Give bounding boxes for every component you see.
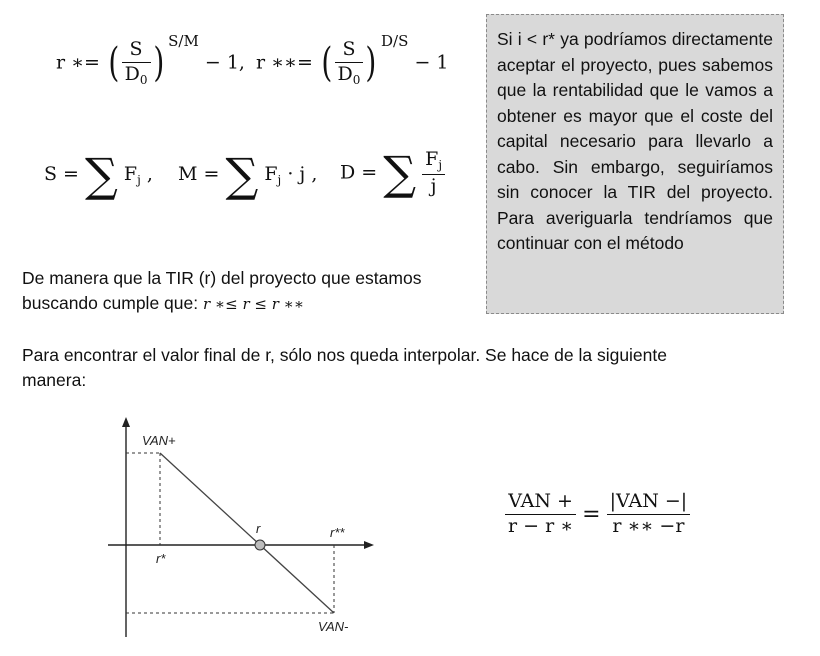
formula-m-lhs: M = bbox=[178, 163, 220, 185]
sigma-symbol: ∑ bbox=[225, 148, 259, 202]
formula-s bbox=[44, 148, 153, 202]
label-van-plus: VAN+ bbox=[142, 433, 176, 448]
formula-r-star bbox=[56, 32, 245, 87]
fraction-numerator: S bbox=[122, 40, 151, 63]
formula-r-star-star-tail: − 1 bbox=[414, 51, 449, 74]
sigma-symbol: ∑ bbox=[383, 146, 417, 201]
interpolation-formula bbox=[505, 492, 690, 537]
interpolation-graph bbox=[100, 415, 390, 645]
exponent-s-over-m: S/M bbox=[168, 32, 199, 51]
inequality-math: r ∗≤ r ≤ r ∗∗ bbox=[202, 295, 305, 313]
left-paren: ( bbox=[108, 40, 120, 87]
y-axis-arrow-icon bbox=[122, 417, 130, 427]
fraction-fj-over-j: $\frac{F_j}{j}$ bbox=[422, 150, 445, 197]
formula-r-star-tail: − 1, bbox=[204, 51, 245, 74]
fraction-van-minus-denominator: r ∗∗ −r bbox=[612, 514, 685, 537]
formula-r-star-lhs: r ∗= bbox=[56, 51, 100, 74]
paragraph-tir-line2: buscando cumple que: r ∗≤ r ≤ r ∗∗ bbox=[22, 293, 305, 313]
fraction-denominator: $D_0$ bbox=[337, 62, 361, 87]
fraction-van-plus-denominator: r − r ∗ bbox=[508, 514, 574, 537]
formula-r-star-star bbox=[256, 32, 449, 87]
formula-m bbox=[178, 148, 318, 202]
left-paren: ( bbox=[321, 40, 333, 87]
formula-m-term: $F_j$ bbox=[264, 163, 282, 187]
label-van-minus: VAN- bbox=[318, 619, 349, 634]
formula-s-lhs: S = bbox=[44, 163, 79, 185]
paragraph-interpolation bbox=[22, 343, 782, 393]
formula-s-term: $F_j$ bbox=[123, 163, 141, 187]
formula-d-lhs: D = bbox=[340, 161, 378, 184]
fraction-van-plus bbox=[505, 492, 576, 537]
fraction-van-plus-numerator: VAN + bbox=[505, 492, 576, 515]
formula-m-tail: · j , bbox=[287, 163, 318, 185]
info-box bbox=[486, 14, 784, 314]
fraction-s-over-d0 bbox=[122, 40, 151, 87]
fraction-denominator: $D_0$ bbox=[124, 62, 148, 87]
fraction-van-minus-numerator: |VAN −| bbox=[607, 492, 691, 515]
van-line bbox=[160, 453, 334, 613]
exponent-d-over-s: D/S bbox=[381, 32, 409, 51]
root-point bbox=[255, 540, 265, 550]
label-r-star: r* bbox=[156, 551, 166, 566]
sigma-symbol: ∑ bbox=[85, 148, 118, 202]
paragraph-interpolation-line1: Para encontrar el valor final de r, sólo nos queda interpolar. Se hace de la siguiente bbox=[22, 345, 667, 365]
right-paren: ) bbox=[152, 40, 164, 87]
paragraph-tir-line1: De manera que la TIR (r) del proyecto que estamos bbox=[22, 268, 422, 288]
fraction-van-minus bbox=[607, 492, 691, 537]
info-box-text: Si i < r* ya podríamos directamente aceptar el proyecto, pues sabemos que la rentabilidad que le vamos a obtener es mayor que el coste del capital necesario para llevarlo a cabo. Sin embargo, seguiríamos sin conocer la TIR del proyecto. Para averiguarla tendríamos que continuar con el método bbox=[497, 29, 773, 253]
paragraph-tir-condition bbox=[22, 266, 472, 317]
fraction-numerator: S bbox=[335, 40, 364, 63]
formula-d bbox=[340, 146, 445, 201]
fraction-s-over-d0 bbox=[335, 40, 364, 87]
paragraph-interpolation-line2: manera: bbox=[22, 370, 87, 390]
formula-r-star-star-lhs: r ∗∗= bbox=[256, 51, 313, 74]
label-r-star-star: r** bbox=[330, 525, 345, 540]
x-axis-arrow-icon bbox=[364, 541, 374, 549]
label-r: r bbox=[256, 521, 261, 536]
equals-sign: = bbox=[582, 501, 601, 527]
formula-s-tail: , bbox=[146, 163, 153, 185]
right-paren: ) bbox=[365, 40, 377, 87]
